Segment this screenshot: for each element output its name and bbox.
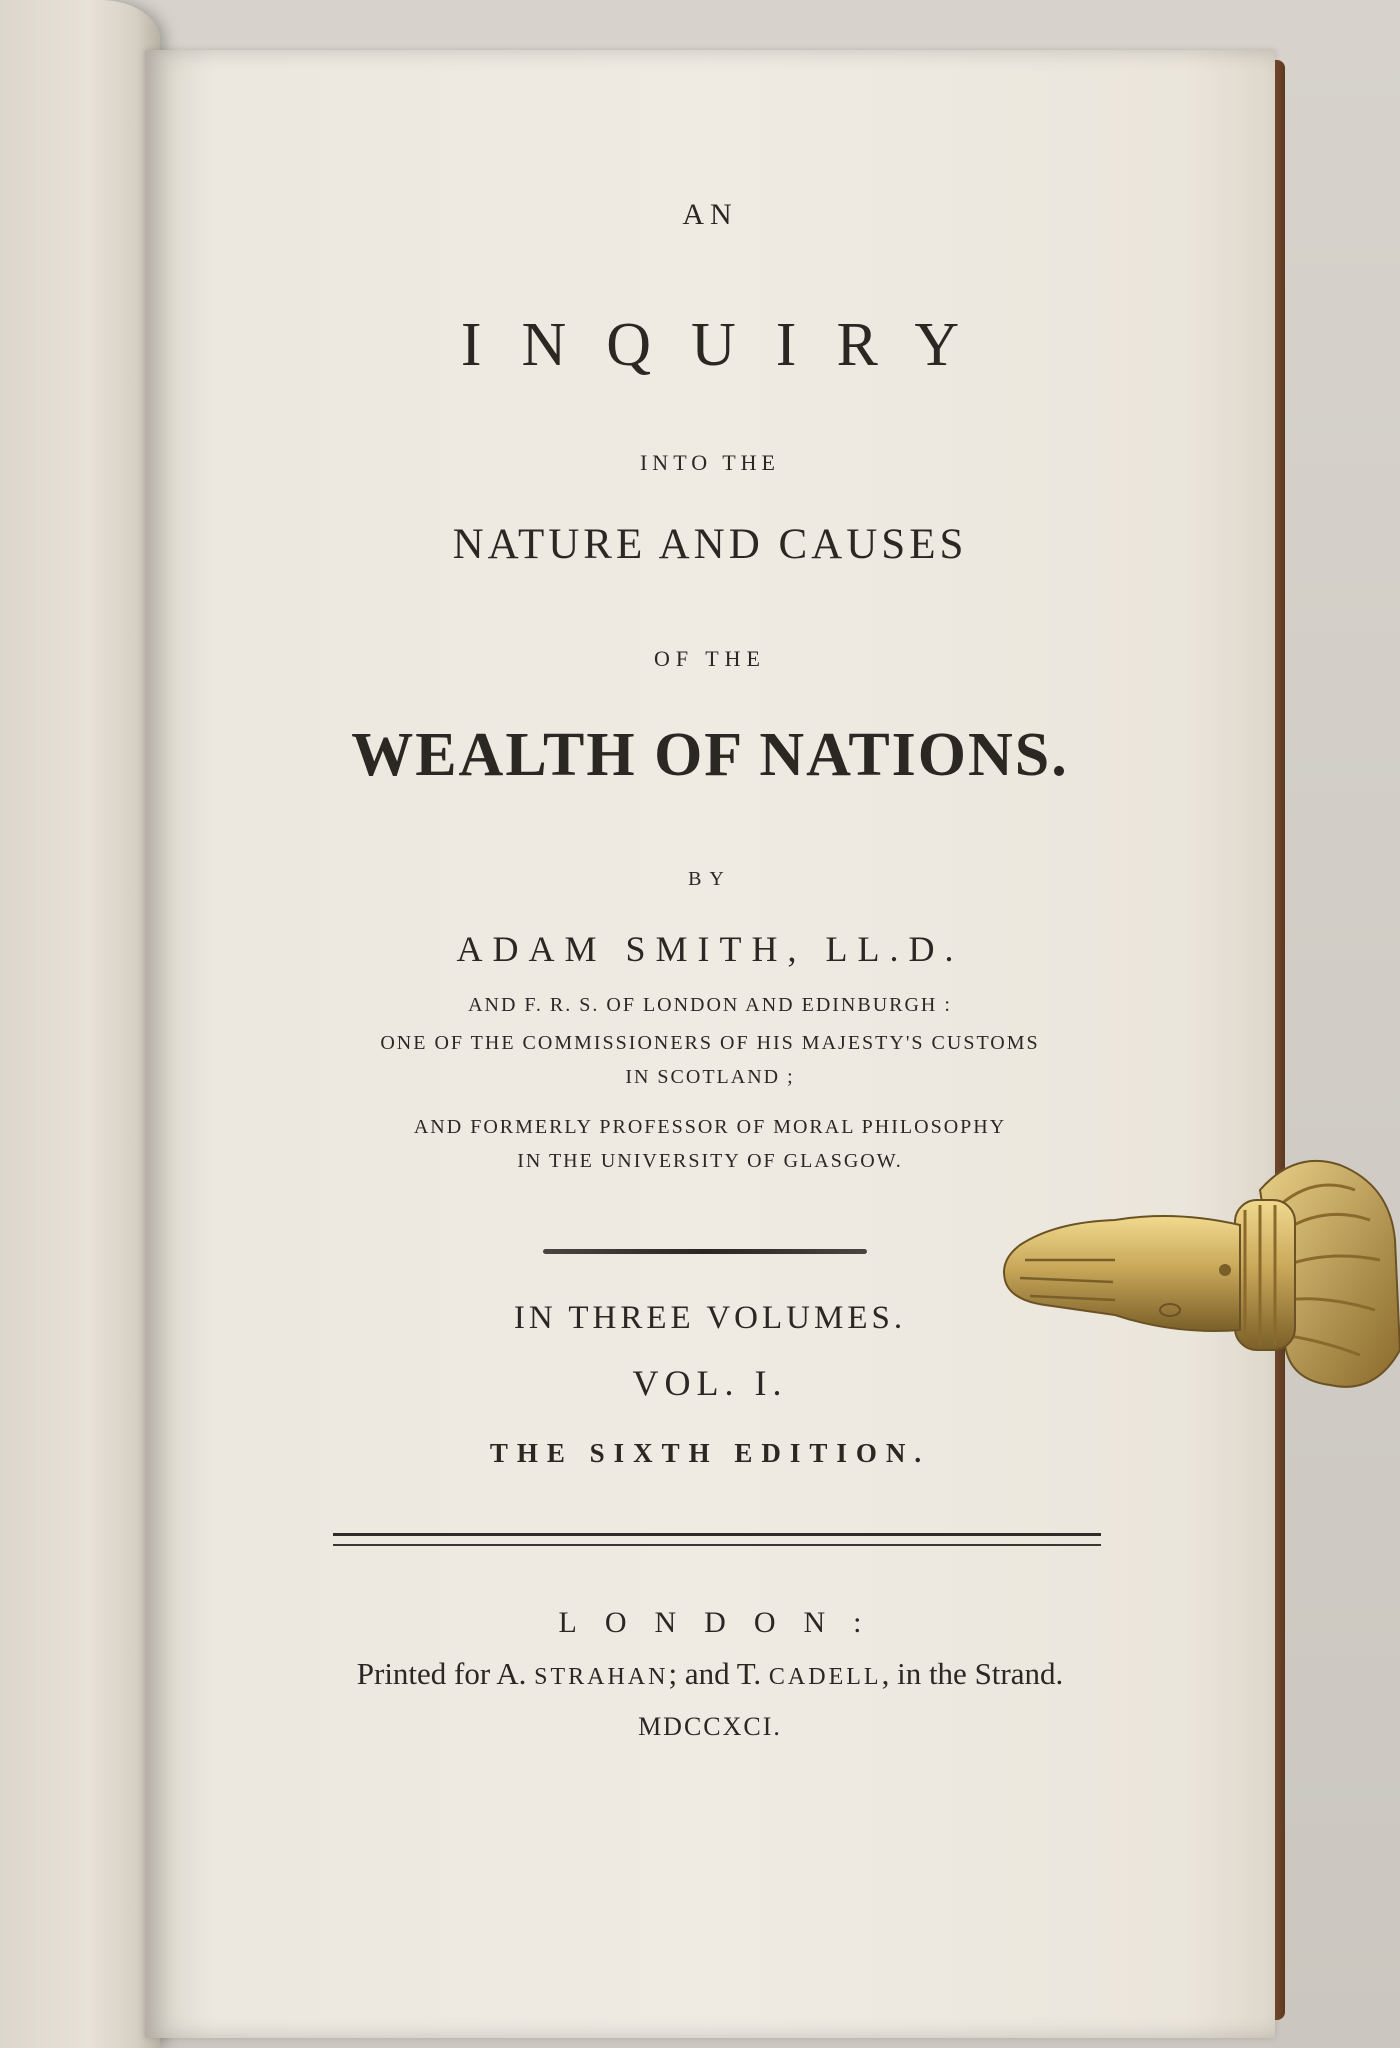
left-page	[0, 0, 160, 2048]
double-rule-top	[333, 1533, 1101, 1536]
imprint-text-3: , in the Strand.	[881, 1656, 1064, 1691]
imprint-place: LONDON:	[558, 1606, 890, 1639]
title-nature-and-causes: NATURE AND CAUSES	[452, 521, 968, 568]
author-affiliation-5: IN THE UNIVERSITY OF GLASGOW.	[517, 1150, 903, 1172]
double-rule-bottom	[333, 1544, 1101, 1546]
author-affiliation-1: AND F. R. S. OF LONDON AND EDINBURGH :	[468, 994, 952, 1016]
imprint-date: MDCCXCI.	[638, 1712, 782, 1741]
printer-strahan: STRAHAN	[534, 1664, 669, 1690]
ornamental-rule	[543, 1249, 867, 1254]
volume-count: IN THREE VOLUMES.	[513, 1300, 907, 1336]
volume-number: VOL. I.	[632, 1363, 788, 1403]
printer-cadell: CADELL	[768, 1664, 882, 1690]
imprint-text-2: ; and T.	[668, 1656, 769, 1691]
brass-hand-bookmark-clip	[995, 1150, 1400, 1400]
imprint-printers	[145, 1656, 1275, 1692]
author-affiliation-4: AND FORMERLY PROFESSOR OF MORAL PHILOSOPHY	[413, 1116, 1007, 1138]
edition-statement: THE SIXTH EDITION.	[489, 1438, 931, 1468]
imprint-text-1: Printed for A.	[356, 1656, 535, 1691]
title-wealth-of-nations: WEALTH OF NATIONS.	[351, 721, 1069, 789]
author-affiliation-3: IN SCOTLAND ;	[625, 1066, 795, 1088]
title-page	[145, 50, 1275, 2038]
title-into-the: INTO THE	[639, 450, 780, 475]
author-name: ADAM SMITH, LL.D.	[456, 929, 964, 969]
title-of-the: OF THE	[654, 646, 766, 671]
title-an: AN	[682, 198, 738, 231]
title-inquiry: INQUIRY	[460, 311, 1000, 379]
title-by: BY	[688, 868, 732, 890]
author-affiliation-2: ONE OF THE COMMISSIONERS OF HIS MAJESTY'S CUSTOMS	[380, 1032, 1040, 1054]
